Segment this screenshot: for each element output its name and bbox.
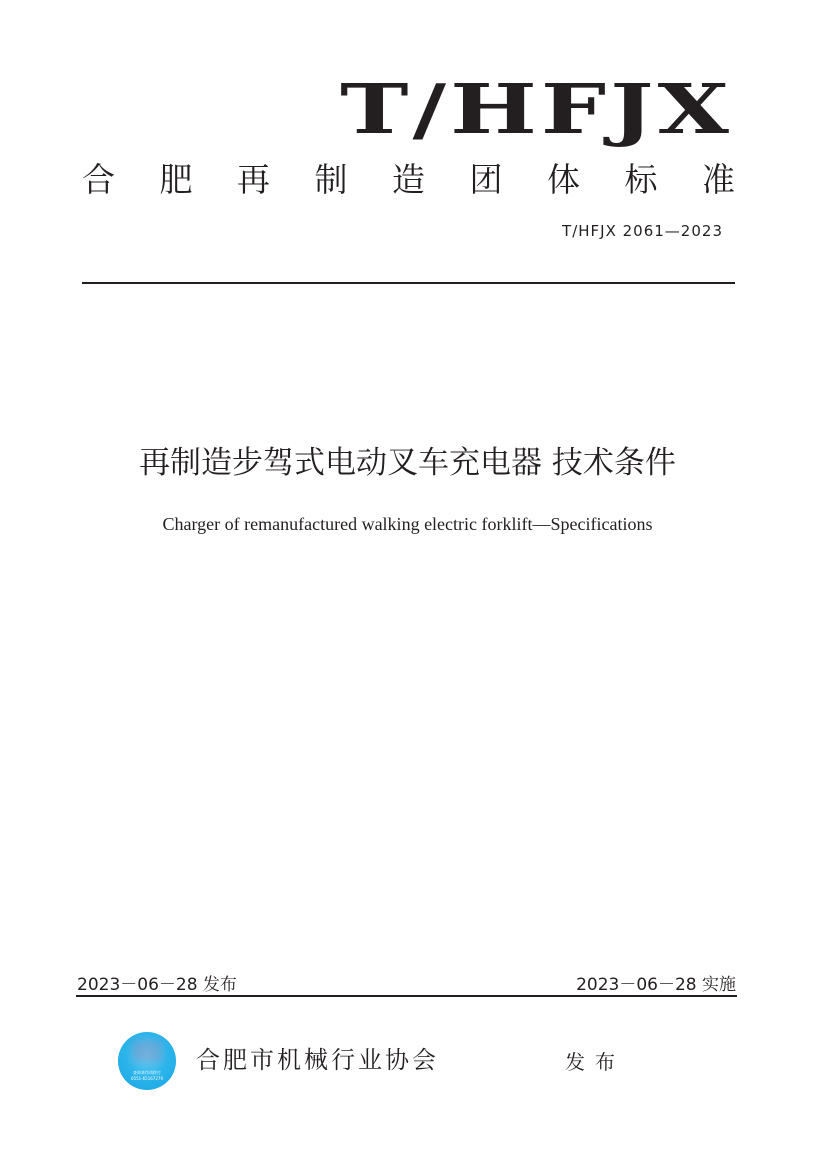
footer-divider <box>76 995 737 997</box>
publisher-name: 合肥市机械行业协会 <box>196 1046 439 1074</box>
document-title-en: Charger of remanufactured walking electric forklift—Specifications <box>162 514 653 534</box>
document-title-zh: 再制造步驾式电动叉车充电器 技术条件 <box>139 445 676 481</box>
seal-blur <box>132 1040 162 1062</box>
category-char: 肥 <box>159 160 193 199</box>
category-char: 再 <box>237 160 270 199</box>
standard-number: T/HFJX 2061—2023 <box>562 222 723 240</box>
anti-counterfeit-seal <box>118 1032 176 1090</box>
category-char: 准 <box>702 160 735 199</box>
standard-category <box>82 160 735 200</box>
release-date: 2023－06－28 发布 <box>77 975 237 995</box>
publish-label: 发布 <box>565 1050 625 1074</box>
header-divider <box>82 282 735 284</box>
seal-text: 查询真伪请拨打 <box>133 1070 161 1075</box>
category-char: 合 <box>82 160 115 199</box>
category-char: 标 <box>624 160 658 199</box>
seal-phone: 0551-65167279 <box>131 1076 163 1081</box>
category-char: 造 <box>392 160 425 199</box>
effective-date: 2023－06－28 实施 <box>576 975 736 995</box>
standard-logo-code: T/HFJX <box>340 70 733 150</box>
category-char: 制 <box>314 160 348 199</box>
category-char: 体 <box>547 160 580 199</box>
category-char: 团 <box>469 160 503 199</box>
